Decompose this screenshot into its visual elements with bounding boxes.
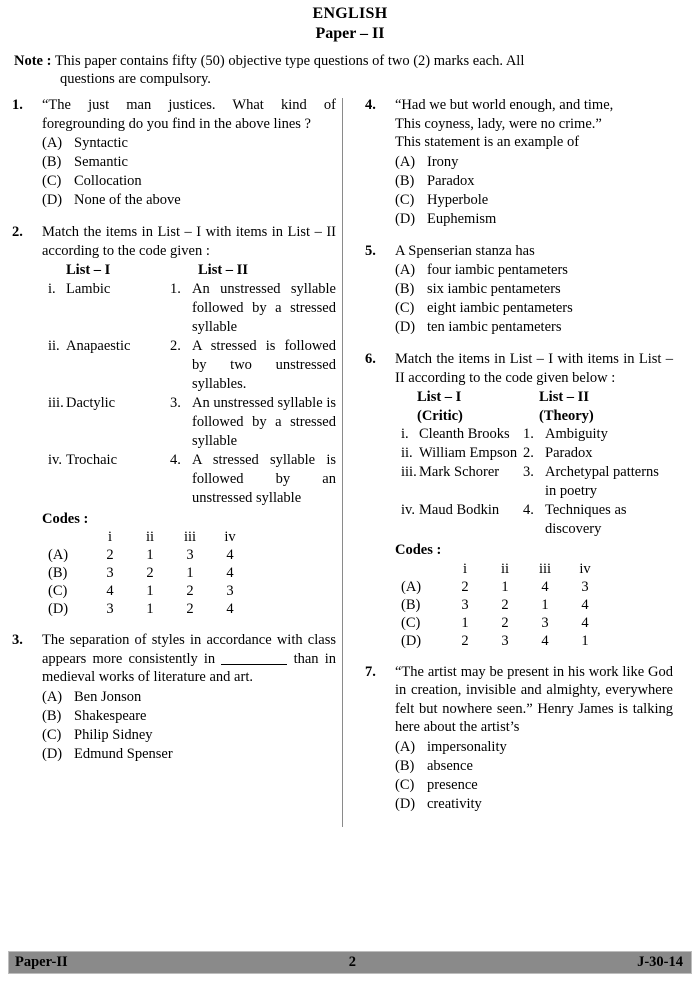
- question-4-stem-line-3: This statement is an example of: [395, 134, 580, 150]
- question-4-options: [395, 153, 673, 229]
- footer-paper-code: J-30-14: [637, 954, 683, 970]
- codes-row-c-key: (C): [401, 614, 421, 631]
- question-5-options: [395, 261, 673, 337]
- option-a-label: four iambic pentameters: [427, 262, 568, 278]
- option-c[interactable]: [395, 776, 673, 795]
- option-b-label: Shakespeare: [74, 707, 147, 724]
- codes-row-c-i: 1: [461, 614, 469, 631]
- question-4-stem-line-2: This coyness, lady, were no crime.”: [395, 115, 602, 132]
- option-b-key: (B): [42, 707, 62, 724]
- question-6: [365, 350, 673, 650]
- list-1-heading: List – I: [66, 262, 111, 278]
- match-left-item: William Empson: [419, 445, 518, 461]
- codes-row-a-key: (A): [401, 578, 422, 595]
- codes-row-b-ii: 2: [146, 565, 154, 581]
- match-number: 2.: [523, 445, 534, 461]
- match-roman: iii.: [401, 464, 417, 480]
- option-b-key: (B): [395, 281, 415, 297]
- option-d-key: (D): [395, 210, 416, 227]
- codes-row-d-ii: 3: [501, 632, 509, 649]
- option-a-key: (A): [395, 153, 416, 170]
- question-2-number: 2.: [12, 224, 23, 240]
- codes-row-d-iv: 1: [581, 632, 589, 649]
- option-d-label: None of the above: [74, 192, 181, 208]
- codes-header-row: [401, 560, 605, 578]
- question-7-stem: “The artist may be present in his work like God in creation, invisible and almighty, everywhere felt but nowhere seen.” Henry James is talking here about the artist’s: [395, 663, 673, 735]
- codes-key-blank: [48, 528, 90, 546]
- option-b-key: (B): [395, 172, 415, 189]
- question-2-stem: Match the items in List – I with items in List – II according to the code given :: [42, 224, 336, 259]
- codes-row-c[interactable]: [48, 582, 250, 600]
- question-5-number: 5.: [365, 242, 376, 259]
- list-2-subheading: (Theory): [539, 407, 594, 424]
- codes-row-b-iii: 1: [186, 565, 194, 581]
- option-c[interactable]: [42, 172, 336, 191]
- codes-row-b-ii: 2: [501, 596, 509, 613]
- option-d-label: Euphemism: [427, 210, 497, 227]
- codes-row-d-key: (D): [48, 601, 69, 617]
- footer-paper-label: Paper-II: [15, 954, 68, 970]
- codes-row-c-iv: 3: [226, 583, 234, 599]
- question-4-stem-line-1: “Had we but world enough, and time,: [395, 97, 614, 113]
- option-b-label: Paradox: [427, 172, 475, 189]
- codes-row-c-ii: 1: [146, 583, 154, 599]
- question-1-stem: “The just man justices. What kind of foregrounding do you find in the above lines ?: [42, 97, 336, 132]
- left-column: [12, 96, 342, 777]
- codes-header-ii: ii: [145, 529, 155, 545]
- match-roman: i.: [48, 280, 56, 297]
- option-a-label: Irony: [427, 153, 459, 170]
- match-left-item: Dactylic: [66, 394, 116, 411]
- match-right-item: Ambiguity: [545, 426, 608, 442]
- option-c-key: (C): [395, 191, 415, 208]
- match-number: 3.: [170, 394, 181, 411]
- note-continuation: questions are compulsory.: [60, 71, 211, 87]
- codes-header-ii: ii: [500, 560, 510, 577]
- match-left-item: Anapaestic: [66, 337, 131, 354]
- option-d-key: (D): [42, 745, 63, 762]
- match-left-item: Maud Bodkin: [419, 502, 500, 518]
- codes-row-a-key: (A): [48, 547, 69, 563]
- match-number: 4.: [523, 502, 534, 518]
- match-right-item: Techniques as discovery: [545, 502, 627, 537]
- match-left-item: Cleanth Brooks: [419, 426, 510, 442]
- match-row: [395, 425, 673, 444]
- match-roman: ii.: [48, 337, 60, 354]
- option-a-key: (A): [395, 738, 416, 755]
- codes-row-d-iii: 2: [186, 601, 194, 617]
- codes-row-b-iv: 4: [581, 596, 589, 613]
- codes-row-d-i: 3: [106, 601, 114, 617]
- question-1-number: 1.: [12, 97, 23, 113]
- option-a[interactable]: [42, 688, 336, 707]
- question-6-stem: Match the items in List – I with items in List – II according to the code given below :: [395, 351, 673, 386]
- codes-row-d-iii: 4: [541, 632, 549, 649]
- match-number: 3.: [523, 464, 534, 480]
- option-d[interactable]: [395, 795, 673, 814]
- codes-row-a[interactable]: [48, 546, 250, 564]
- match-number: 4.: [170, 451, 181, 468]
- option-b-label: six iambic pentameters: [427, 281, 561, 297]
- codes-row-c[interactable]: [401, 614, 605, 632]
- codes-row-d-key: (D): [401, 632, 422, 649]
- option-c-label: eight iambic pentameters: [427, 300, 573, 316]
- question-6-codes-table: [401, 560, 605, 650]
- option-d[interactable]: [42, 745, 336, 764]
- page-title: ENGLISH: [312, 5, 388, 22]
- option-b[interactable]: [395, 757, 673, 776]
- question-3-options: [42, 688, 336, 764]
- option-c-label: Hyperbole: [427, 191, 489, 208]
- codes-row-a[interactable]: [401, 578, 605, 596]
- codes-row-a-iv: 3: [581, 578, 589, 595]
- option-c-label: presence: [427, 776, 478, 793]
- page-footer: [8, 951, 692, 974]
- codes-header-i: i: [462, 560, 468, 577]
- option-c-label: Philip Sidney: [74, 726, 153, 743]
- question-1: [12, 96, 336, 210]
- question-7: [365, 663, 673, 814]
- match-row: [395, 501, 673, 539]
- question-4: [365, 96, 673, 229]
- option-d-key: (D): [42, 192, 63, 208]
- list-1-subheading: (Critic): [417, 407, 463, 424]
- match-left-item: Trochaic: [66, 451, 118, 468]
- option-b[interactable]: [395, 172, 673, 191]
- paper-subtitle: Paper – II: [315, 25, 385, 42]
- match-right-item: An unstressed syllable is followed by a stressed syllable: [192, 394, 336, 449]
- question-1-options: [42, 134, 336, 210]
- question-3-stem: [42, 631, 336, 687]
- codes-key-blank: [401, 560, 445, 578]
- match-row: [42, 280, 336, 337]
- option-b[interactable]: [395, 280, 673, 299]
- question-4-number: 4.: [365, 97, 376, 113]
- option-d-label: creativity: [427, 795, 482, 812]
- option-a[interactable]: [395, 261, 673, 280]
- note-label: Note :: [14, 53, 52, 69]
- match-roman: ii.: [401, 445, 413, 461]
- codes-row-a-ii: 1: [501, 578, 509, 595]
- option-a[interactable]: [42, 134, 336, 153]
- option-a-label: Ben Jonson: [74, 688, 142, 705]
- option-c-key: (C): [395, 300, 415, 316]
- fill-in-blank[interactable]: [221, 664, 287, 665]
- option-b-key: (B): [42, 154, 62, 170]
- codes-row-b-iii: 1: [541, 596, 549, 613]
- option-d-label: ten iambic pentameters: [427, 319, 562, 335]
- footer-page-number: 2: [348, 954, 356, 970]
- option-d-label: Edmund Spenser: [74, 745, 173, 762]
- option-c[interactable]: [395, 191, 673, 210]
- question-7-number: 7.: [365, 663, 376, 680]
- question-6-list-subheadings: [395, 407, 673, 426]
- question-7-options: [395, 738, 673, 814]
- option-c[interactable]: [42, 726, 336, 745]
- codes-row-a-ii: 1: [146, 547, 154, 563]
- codes-row-c-i: 4: [106, 583, 114, 599]
- option-b-key: (B): [395, 757, 415, 774]
- option-d-key: (D): [395, 319, 416, 335]
- match-left-item: Mark Schorer: [419, 464, 500, 480]
- codes-header-row: [48, 528, 250, 546]
- match-row: [42, 451, 336, 508]
- option-a-key: (A): [395, 262, 416, 278]
- match-roman: iv.: [401, 502, 415, 518]
- option-b[interactable]: [42, 707, 336, 726]
- codes-row-d-i: 2: [461, 632, 469, 649]
- question-2-codes-table: [48, 528, 250, 618]
- option-c-label: Collocation: [74, 173, 142, 189]
- match-number: 1.: [170, 280, 181, 297]
- codes-row-a-i: 2: [461, 578, 469, 595]
- option-d[interactable]: [42, 191, 336, 210]
- match-roman: iv.: [48, 451, 62, 468]
- right-column: [343, 96, 673, 827]
- question-3-stem-after: than in medieval works of literature and art.: [42, 650, 336, 685]
- codes-row-d[interactable]: [48, 600, 250, 618]
- question-2-list-headings: [42, 261, 336, 280]
- option-a-key: (A): [42, 688, 63, 705]
- page-header: [12, 0, 688, 44]
- codes-row-c-key: (C): [48, 583, 68, 599]
- codes-row-a-i: 2: [106, 547, 114, 563]
- codes-row-a-iii: 4: [541, 578, 549, 595]
- option-c-key: (C): [42, 173, 62, 189]
- codes-header-i: i: [107, 529, 113, 545]
- option-c-key: (C): [395, 776, 415, 793]
- match-row: [395, 444, 673, 463]
- codes-row-a-iv: 4: [226, 547, 234, 563]
- option-b[interactable]: [42, 153, 336, 172]
- instructions-note: [12, 52, 688, 89]
- codes-header-iv: iv: [579, 560, 591, 577]
- codes-row-b-key: (B): [48, 565, 68, 581]
- codes-row-c-iii: 3: [541, 614, 549, 631]
- questions-area: [12, 96, 688, 827]
- option-d[interactable]: [395, 210, 673, 229]
- codes-row-b-iv: 4: [226, 565, 234, 581]
- question-3-stem-before: The separation of styles in accordance with class appears more consistently in: [42, 632, 336, 667]
- match-right-item: A stressed is followed by two unstressed syllables.: [192, 337, 336, 392]
- question-6-number: 6.: [365, 351, 376, 367]
- list-2-heading: List – II: [539, 389, 589, 405]
- question-3-number: 3.: [12, 632, 23, 648]
- codes-row-a-iii: 3: [186, 547, 194, 563]
- match-number: 2.: [170, 337, 181, 354]
- match-right-item: Paradox: [545, 445, 593, 461]
- match-roman: i.: [401, 426, 409, 442]
- codes-row-b-i: 3: [106, 565, 114, 581]
- option-d-key: (D): [395, 795, 416, 812]
- option-a[interactable]: [395, 738, 673, 757]
- codes-row-b-i: 3: [461, 596, 469, 613]
- codes-header-iii: iii: [183, 529, 197, 545]
- codes-row-b-key: (B): [401, 596, 421, 613]
- option-b-label: absence: [427, 757, 473, 774]
- match-row: [42, 394, 336, 451]
- match-number: 1.: [523, 426, 534, 442]
- codes-row-d[interactable]: [401, 632, 605, 650]
- option-a-key: (A): [42, 135, 63, 151]
- match-left-item: Lambic: [66, 280, 111, 297]
- codes-row-b[interactable]: [48, 564, 250, 582]
- option-c-key: (C): [42, 726, 62, 743]
- match-right-item: Archetypal patterns in poetry: [545, 464, 659, 499]
- question-3: [12, 631, 336, 764]
- question-2: [12, 223, 336, 618]
- codes-header-iii: iii: [538, 560, 552, 577]
- option-a-label: Syntactic: [74, 135, 128, 151]
- codes-row-c-iv: 4: [581, 614, 589, 631]
- question-2-codes-label: Codes :: [42, 510, 89, 527]
- codes-row-d-iv: 4: [226, 601, 234, 617]
- question-5-stem: A Spenserian stanza has: [395, 242, 535, 259]
- option-b-label: Semantic: [74, 154, 128, 170]
- question-6-list-headings: [395, 388, 673, 407]
- codes-row-c-ii: 2: [501, 614, 509, 631]
- question-5: [365, 242, 673, 338]
- question-6-codes-label: Codes :: [395, 542, 442, 558]
- option-a-label: impersonality: [427, 738, 507, 755]
- match-row: [42, 337, 336, 394]
- match-right-item: A stressed syllable is followed by an unstressed syllable: [192, 451, 336, 506]
- option-c[interactable]: [395, 299, 673, 318]
- match-right-item: An unstressed syllable followed by a stressed syllable: [192, 280, 336, 335]
- codes-row-c-iii: 2: [186, 583, 194, 599]
- codes-row-b[interactable]: [401, 596, 605, 614]
- list-1-heading: List – I: [417, 389, 462, 405]
- option-a[interactable]: [395, 153, 673, 172]
- match-roman: iii.: [48, 394, 64, 411]
- match-row: [395, 463, 673, 501]
- list-2-heading: List – II: [198, 262, 248, 278]
- codes-header-iv: iv: [224, 529, 236, 545]
- option-d[interactable]: [395, 318, 673, 337]
- note-text: This paper contains fifty (50) objective type questions of two (2) marks each. All: [54, 53, 525, 69]
- codes-row-d-ii: 1: [146, 601, 154, 617]
